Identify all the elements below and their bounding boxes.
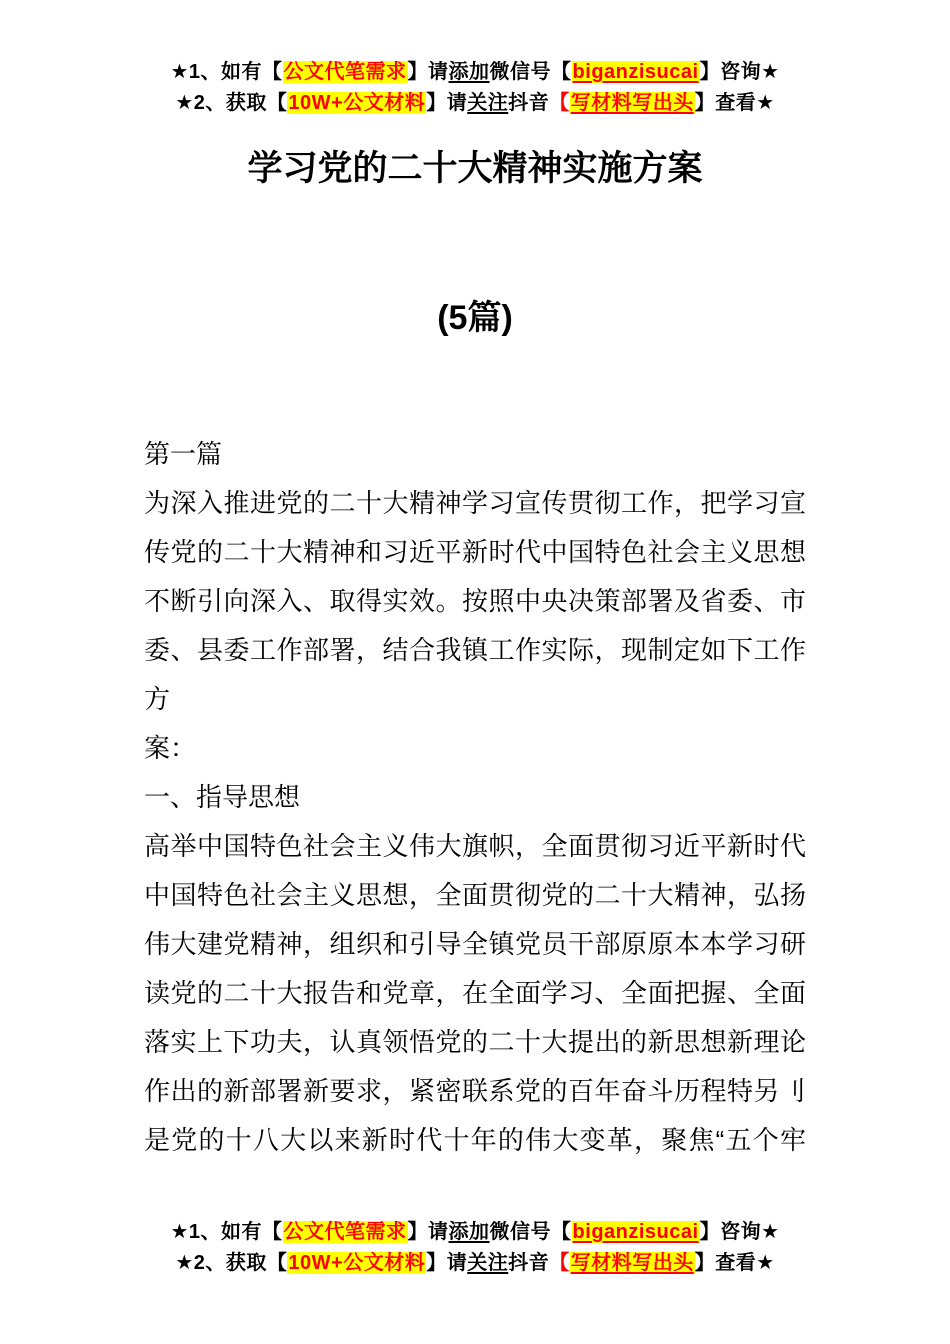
promo-text: 】请 [426, 1252, 468, 1274]
body-line: 传党的二十大精神和习近平新时代中国特色社会主义思想 [144, 537, 806, 567]
promo-text: 】咨询★ [699, 61, 780, 83]
promo-header-line-1 [0, 57, 950, 88]
document-subtitle: (5篇) [437, 299, 513, 337]
promo-douyin-id: 写材料写出头 [570, 1252, 694, 1274]
promo-text: ★1、如有【 [170, 61, 283, 83]
promo-header-line-2 [0, 88, 950, 119]
promo-text: 微信号【 [489, 1221, 572, 1243]
promo-underlined-text: 关注 [467, 1252, 509, 1274]
promo-text: 抖音 [508, 1252, 550, 1274]
body-line: 为深入推进党的二十大精神学习宣传贯彻工作，把学习宣 [144, 488, 806, 518]
promo-underlined-text: 关注 [467, 92, 509, 114]
promo-highlight: 10W+公文材料 [288, 92, 426, 114]
body-line: 不断引向深入、取得实效。按照中央决策部署及省委、市 [144, 586, 806, 616]
promo-highlight: 10W+公文材料 [288, 1252, 426, 1274]
document-body [144, 430, 806, 1165]
promo-text: ★2、获取【 [175, 92, 288, 114]
promo-footer [0, 1217, 950, 1279]
promo-red-bracket: 【 [549, 92, 570, 114]
body-line: 委、县委工作部署，结合我镇工作实际，现制定如下工作 [144, 635, 806, 665]
promo-underlined-text: 添加 [448, 61, 490, 83]
promo-text: 】查看★ [694, 92, 775, 114]
body-line: 案： [144, 733, 197, 763]
promo-text: ★1、如有【 [170, 1221, 283, 1243]
promo-wechat-id: biganzisucai [572, 1221, 699, 1243]
body-line: 落实上下功夫，认真领悟党的二十大提出的新思想新理论 [144, 1027, 806, 1057]
promo-text: ★2、获取【 [175, 1252, 288, 1274]
promo-text: 】查看★ [694, 1252, 775, 1274]
body-line: 作出的新部署新要求，紧密联系党的百年奋斗历程特另刂 [144, 1076, 806, 1106]
body-line: 高举中国特色社会主义伟大旗帜，全面贯彻习近平新时代 [144, 831, 806, 861]
promo-text: 】请 [407, 61, 449, 83]
body-line: 是党的十八大以来新时代十年的伟大变革，聚焦“五个牢 [144, 1125, 806, 1155]
promo-footer-line-2 [0, 1248, 950, 1279]
document-title: 学习党的二十大精神实施方案 [247, 149, 703, 188]
promo-text: 微信号【 [489, 61, 572, 83]
body-line: 读党的二十大报告和党章，在全面学习、全面把握、全面 [144, 978, 806, 1008]
promo-text: 】请 [426, 92, 468, 114]
promo-highlight: 公文代笔需求 [283, 61, 407, 83]
promo-douyin-id: 写材料写出头 [570, 92, 694, 114]
promo-text: 抖音 [508, 92, 550, 114]
promo-header [0, 0, 950, 119]
promo-underlined-text: 添加 [448, 1221, 490, 1243]
promo-text: 】请 [407, 1221, 449, 1243]
body-line: 中国特色社会主义思想，全面贯彻党的二十大精神，弘扬 [144, 880, 806, 910]
promo-wechat-id: biganzisucai [572, 61, 699, 83]
promo-footer-line-1 [0, 1217, 950, 1248]
promo-red-bracket: 【 [549, 1252, 570, 1274]
promo-text: 】咨询★ [699, 1221, 780, 1243]
body-line: 第一篇 [144, 439, 223, 469]
body-line: 伟大建党精神，组织和引导全镇党员干部原原本本学习研 [144, 929, 806, 959]
body-line: 方 [144, 684, 171, 714]
body-line: 一、指导思想 [144, 782, 301, 812]
promo-highlight: 公文代笔需求 [283, 1221, 407, 1243]
